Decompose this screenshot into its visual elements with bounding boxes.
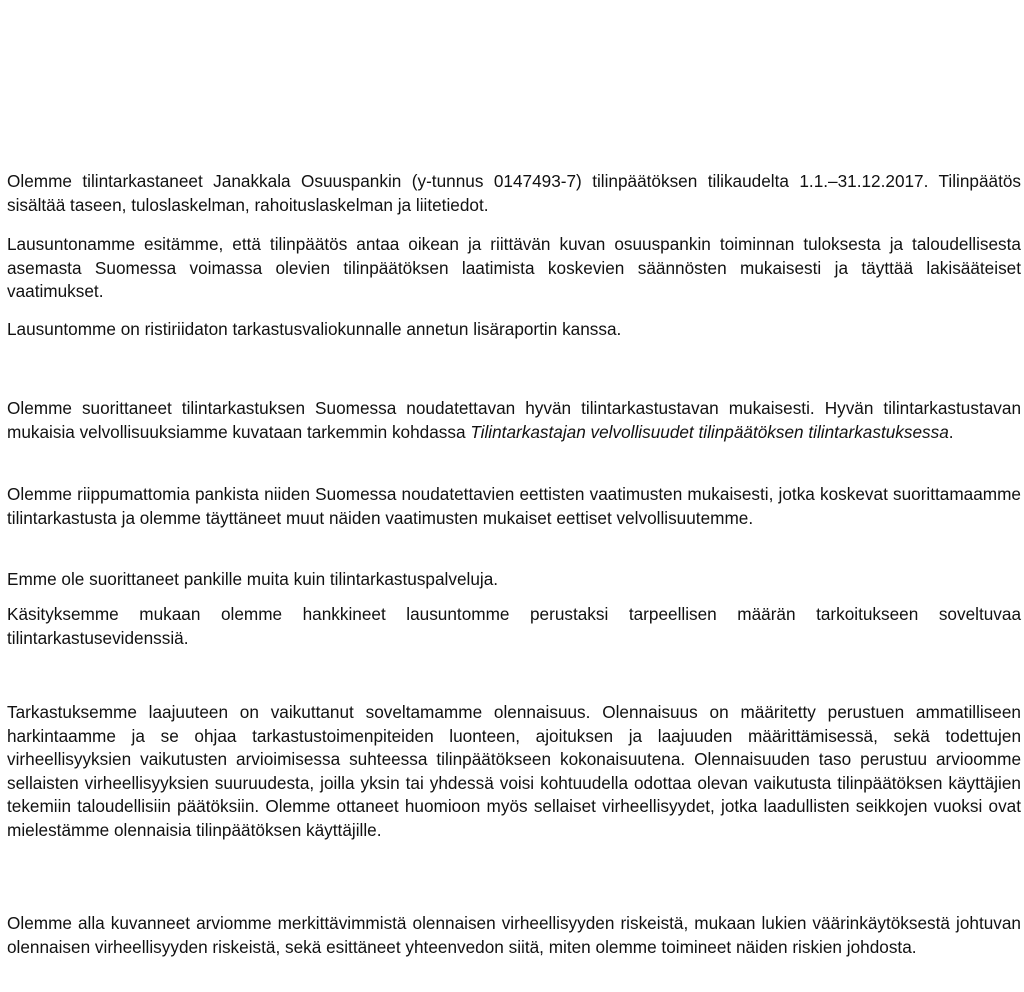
evidence-paragraph: Käsityksemme mukaan olemme hankkineet lausuntomme perustaksi tarpeellisen määrän tarkoitukseen soveltuvaa tilintarkastusevidenssiä. xyxy=(7,604,1021,648)
basis-text-end: . xyxy=(948,421,954,442)
materiality-paragraph: Tarkastuksemme laajuuteen on vaikuttanut soveltamamme olennaisuus. Olennaisuus on määritetty perustuen ammatilliseen harkintaamme ja se ohjaa tarkastustoimenpiteiden luonteen, ajoituksen ja laajuuden määrittämisessä, sekä todettujen virheellisyyksien vaikutusten arvioimisessa suhteessa tilinpäätökseen kokonaisuutena. Olennaisuuden taso perustuu arvioomme sellaisten virheellisyyksien suuruudesta, joilla yksin tai yhdessä voisi kohtuudella odottaa olevan vaikutusta tilinpäätöksen käyttäjien tekemiin taloudellisiin päätöksiin. Olemme ottaneet huomioon myös sellaiset virheellisyydet, jotka laadullisten seikkojen vuoksi ovat mielestämme olennaisia tilinpäätöksen käyttäjille. xyxy=(7,702,1021,840)
basis-text: Olemme suorittaneet tilintarkastuksen Suomessa noudatettavan hyvän tilintarkastustavan mukaisesti. Hyvän tilintarkastustavan mukaisia velvollisuuksiamme kuvataan tarkemmin kohdassa xyxy=(7,398,1021,442)
opinion-paragraph: Lausuntonamme esitämme, että tilinpäätös antaa oikean ja riittävän kuvan osuuspankin toiminnan tuloksesta ja taloudellisesta asemasta Suomessa voimassa olevien tilinpäätöksen laatimista koskevien säännösten mukaisesti ja täyttää lakisääteiset vaatimukset. xyxy=(7,234,1021,301)
services-paragraph: Emme ole suorittaneet pankille muita kuin tilintarkastuspalveluja. xyxy=(7,569,499,589)
basis-paragraph xyxy=(7,397,1021,444)
audit-scope-paragraph: Olemme tilintarkastaneet Janakkala Osuuspankin (y-tunnus 0147493-7) tilinpäätöksen tilikaudelta 1.1.–31.12.2017. Tilinpäätös sisältää taseen, tuloslaskelman, rahoituslaskelman ja liitetiedot. xyxy=(7,171,1021,215)
key-audit-matters-paragraph: Olemme alla kuvanneet arviomme merkittävimmistä olennaisen virheellisyyden riskeistä, mukaan lukien väärinkäytöksestä johtuvan olennaisen virheellisyyden riskeistä, sekä esittäneet yhteenvedon siitä, miten olemme toimineet näiden riskien johdosta. xyxy=(7,913,1021,957)
basis-italic-reference: Tilintarkastajan velvollisuudet tilinpäätöksen tilintarkastuksessa xyxy=(470,421,949,442)
consistency-paragraph: Lausuntomme on ristiriidaton tarkastusvaliokunnalle annetun lisäraportin kanssa. xyxy=(7,319,622,339)
independence-paragraph: Olemme riippumattomia pankista niiden Suomessa noudatettavien eettisten vaatimusten mukaisesti, jotka koskevat suorittamaamme tilintarkastusta ja olemme täyttäneet muut näiden vaatimusten mukaiset eettiset velvollisuutemme. xyxy=(7,484,1021,528)
